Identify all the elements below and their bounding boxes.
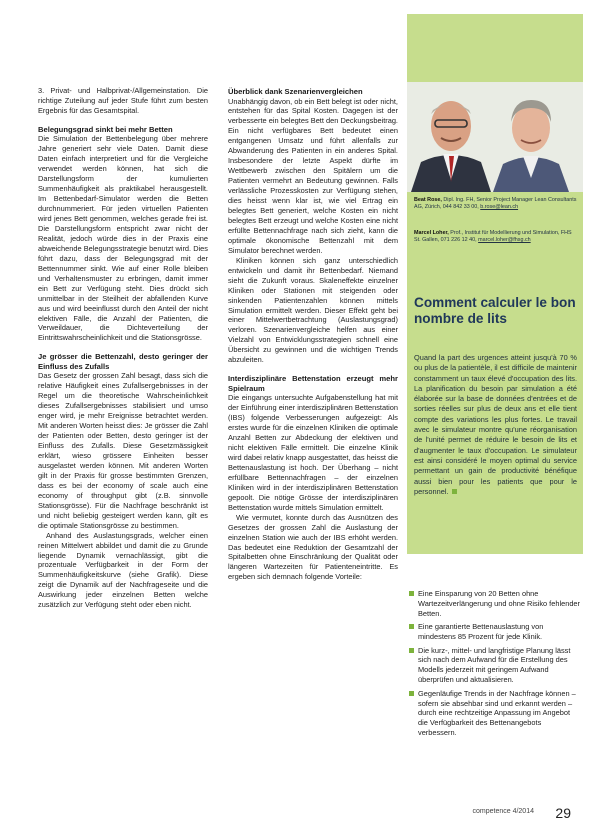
footer-source: competence 4/2014 xyxy=(472,808,534,815)
author-photo-illustration xyxy=(407,82,583,192)
list-item: Gegenläufige Trends in der Nachfrage können – sofern sie absehbar sind und erkannt werden – durch eine rechtzeitige Anpassung im Angebot die Verfügbarkeit des Bettenangebots verbessern. xyxy=(409,689,581,739)
author-details: Dipl. Ing. FH, Senior Project Manager Lean Consultants AG, Zürich, 044 842 33 00, xyxy=(414,197,577,211)
paragraph: Die Simulation der Bettenbelegung über mehrere Jahre generiert sehr viele Daten. Damit diese Daten einfach interpretiert und für die Vergleiche verwendet werden können, hat sich die Darstellungsform der kumulierten Summenhäufigkeit als praktikabel herausgestellt. Im Bettenbedarf-Simulator werden die Betten durchnummeriert. Für jeden virtuellen Patienten wird jenes Bett genommen, welches gerade frei ist. Die Darstellungsform entspricht zwar nicht der Realität, jedoch würde dies in der Praxis eine abweichende Belegungsstrategie benutzt wird. Dies führt dazu, dass der Belegungsgrad mit der Bettennummer sinkt. Wie auf einer Rolle bleiben und Verhaltensmuster zu erbringen, damit immer ein Bett zur Verfügung steht. Dies drückt sich unmittelbar in der Steilheit der abfallenden Kurve aus und wird beeinflusst durch den Anteil der nicht elektiven Fälle, die Anzahl der Patienten, die Verweildauer, die Dichteverteilung der Eintrittswahrscheinlichkeit und die Stationsgrösse. xyxy=(38,134,208,343)
author-caption-2 xyxy=(414,230,579,245)
paragraph: Anhand des Auslastungsgrads, welcher einen reinen Mittelwert abbildet und damit die zu Grunde liegende Dynamik vernachlässigt, gibt die prozentuale Verfügbarkeit in der Form der Summenhäufigkeitskurve (siehe Grafik). Diese zeigt die Dynamik auf der Nachfrageseite und die Auswirkung jeder einzelnen Betten welche zusätzlich zur Verfügung steht oder eben nicht. xyxy=(38,530,208,610)
paragraph: Wie vermutet, konnte durch das Ausnützen des Gesetzes der grossen Zahl die Auslastung der einzelnen Station wie auch der IBS erhöht werden. Das bedeutet eine Reduktion der Gesamtzahl der Spitalbetten ohne Einschränkung der Qualität oder längeren Wartezeiten für Patienteneintritte. Es ergeben sich demnach folgende Vorteile: xyxy=(228,512,398,582)
paragraph: 3. Privat- und Halbprivat-/Allgemeinstation. Die richtige Zuteilung auf jeder Stufe führt zum besten Ergebnis für das Gesamtspital. xyxy=(38,86,208,115)
end-mark-icon xyxy=(452,489,457,494)
author-details: Prof., Institut für Modellierung und Simulation, FHS St. Gallen, 071 226 12 40, xyxy=(414,230,572,244)
author-email-link[interactable]: b.rose@lean.ch xyxy=(480,204,519,211)
subheading: Überblick dank Szenarienvergleichen xyxy=(228,87,363,96)
author-email-link[interactable]: marcel.loher@fhsg.ch xyxy=(478,237,531,244)
list-item: Eine Einsparung von 20 Betten ohne Wartezeitverlängerung und ohne Risiko fehlender Betten. xyxy=(409,589,581,619)
box-body xyxy=(414,353,577,497)
subheading: Je grösser die Bettenzahl, desto geringer der Einfluss des Zufalls xyxy=(38,352,208,371)
list-item: Die kurz-, mittel- und langfristige Planung lässt sich nach dem Aufwand für die Erstellung des Modells jederzeit mit geringem Aufwand überprüfen und aktualisieren. xyxy=(409,646,581,686)
paragraph: Unabhängig davon, ob ein Bett belegt ist oder nicht, entstehen für das Spital Kosten. Dagegen ist der verbesserte ein belegtes Bett den Deckungsbeitrag. Ein nicht verfügbares Bett bedeutet einen entgangenen Umsatz und führt allenfalls zur Abwanderung des Patienten in ein anderes Spital. Insbesondere der letzte Aspekt dürfte im Wettbewerb zwischen den Spitälern um die Patienten vermehrt an Bedeutung gewinnen. Falls verlässliche Prozesskosten zur Verfügung stehen, dies heisst wenn klar ist, wie viel Ertrag ein belegtes Bett generiert, welche Kosten ein nicht belegtes Bett erzeugt und welche Kosten eine nicht erfüllte Bettennachfrage nach sich zieht, kann die optimale ökonomische Bettenzahl mit dem Simulator berechnet werden. xyxy=(228,96,398,255)
paragraph: Kliniken können sich ganz unterschiedlich entwickeln und damit ihr Bettenbedarf. Niemand sieht die Zukunft voraus. Skaleneffekte einzelner Kliniken oder Stationen mit steigenden oder sinkenden Patientenzahlen können mittels Simulation ermittelt werden. Dieser Effekt geht bei einer Mittelwertbetrachtung (Auslastungsgrad) verloren. Szenarienvergleiche helfen aus einer Vielzahl von Entwicklungsstrategien schnell eine Übersicht zu gewinnen und die wichtigen Trends abzuleiten. xyxy=(228,255,398,365)
box-text: Quand la part des urgences atteint jusqu'à 70 % ou plus de la patientèle, il est difficile de maintenir constamment un taux élevé d'occupation des lits. La planification du besoin par simulation a été élaborée sur la base de données d'entrées et de sorties réelles sur plus de deux ans et elle tient compte des variations les plus fortes. Le travail avec le simulateur montre qu'une réorganisation de l'unité permet de réduire le besoin de lits et d'augmenter le taux d'occupation. Le simulateur est ainsi considéré le moyen optimal du service permettant un gain de productivité bénéfique aussi bien pour les patients que pour le personnel. xyxy=(414,353,577,496)
subheading: Belegungsgrad sinkt bei mehr Betten xyxy=(38,124,173,134)
list-item: Eine garantierte Bettenauslastung von mindestens 85 Prozent für jede Klinik. xyxy=(409,622,581,642)
author-caption-1 xyxy=(414,197,579,212)
paragraph: Das Gesetz der grossen Zahl besagt, dass sich die relative Häufigkeit eines Zufallsergebnisses in der Regel um die theoretische Wahrscheinlichkeit dieses Zufallsergebnisses stabilisiert und umso enger wird, je mehr Ereignisse betrachtet werden. Mit anderen Worten heisst dies: Je grösser die Zahl der Patienten oder Betten, desto geringer ist der Einfluss des Zufalls. Diese Gesetzmässigkeit erklärt, wieso grössere Einheiten besser ausgelastet werden können. Mit anderen Worten gilt in der Praxis für grosse bestimmten Grenzen, dass es bei der economy of scale auch eine economy of throughput gibt (z.B. sinnvolle Stationsgrösse). Für die Nachfrage beschränkt ist und nicht beliebig gesteigert werden kann, gilt es die optimale Stationsgrösse zu bestimmen. xyxy=(38,371,208,530)
paragraph: Die eingangs untersuchte Aufgabenstellung hat mit der Einführung einer interdisziplinären Bettenstation (IBS) folgende Verbesserungen aufgezeigt: Als erstes wurde für die einzelnen Kliniken die optimale Anzahl Betten zur Abdeckung der elektiven und nicht elektiven Fälle ermittelt. Die einzelne Klinik wird dabei relativ knapp ausgestattet, das heisst die Bettenauslastung ist hoch. Der Überhang – nicht erfüllbare Bettennachfragen – der einzelnen Kliniken wird in der interdisziplinären Bettenstation gepoolt. Die nötige Grösse der interdisziplinären Bettenstation wurde mittels Simulation ermittelt. xyxy=(228,393,398,512)
page-number: 29 xyxy=(555,805,571,821)
author-photos xyxy=(407,82,583,192)
column-middle xyxy=(228,87,398,582)
benefit-list xyxy=(409,589,581,742)
box-title: Comment calculer le bon nombre de lits xyxy=(414,295,576,326)
subheading: Interdisziplinäre Bettenstation erzeugt mehr Spielraum xyxy=(228,374,398,393)
column-left xyxy=(38,86,208,610)
author-name: Marcel Loher, xyxy=(414,230,449,236)
sidebar-box xyxy=(407,14,583,554)
author-name: Beat Rose, xyxy=(414,197,442,203)
